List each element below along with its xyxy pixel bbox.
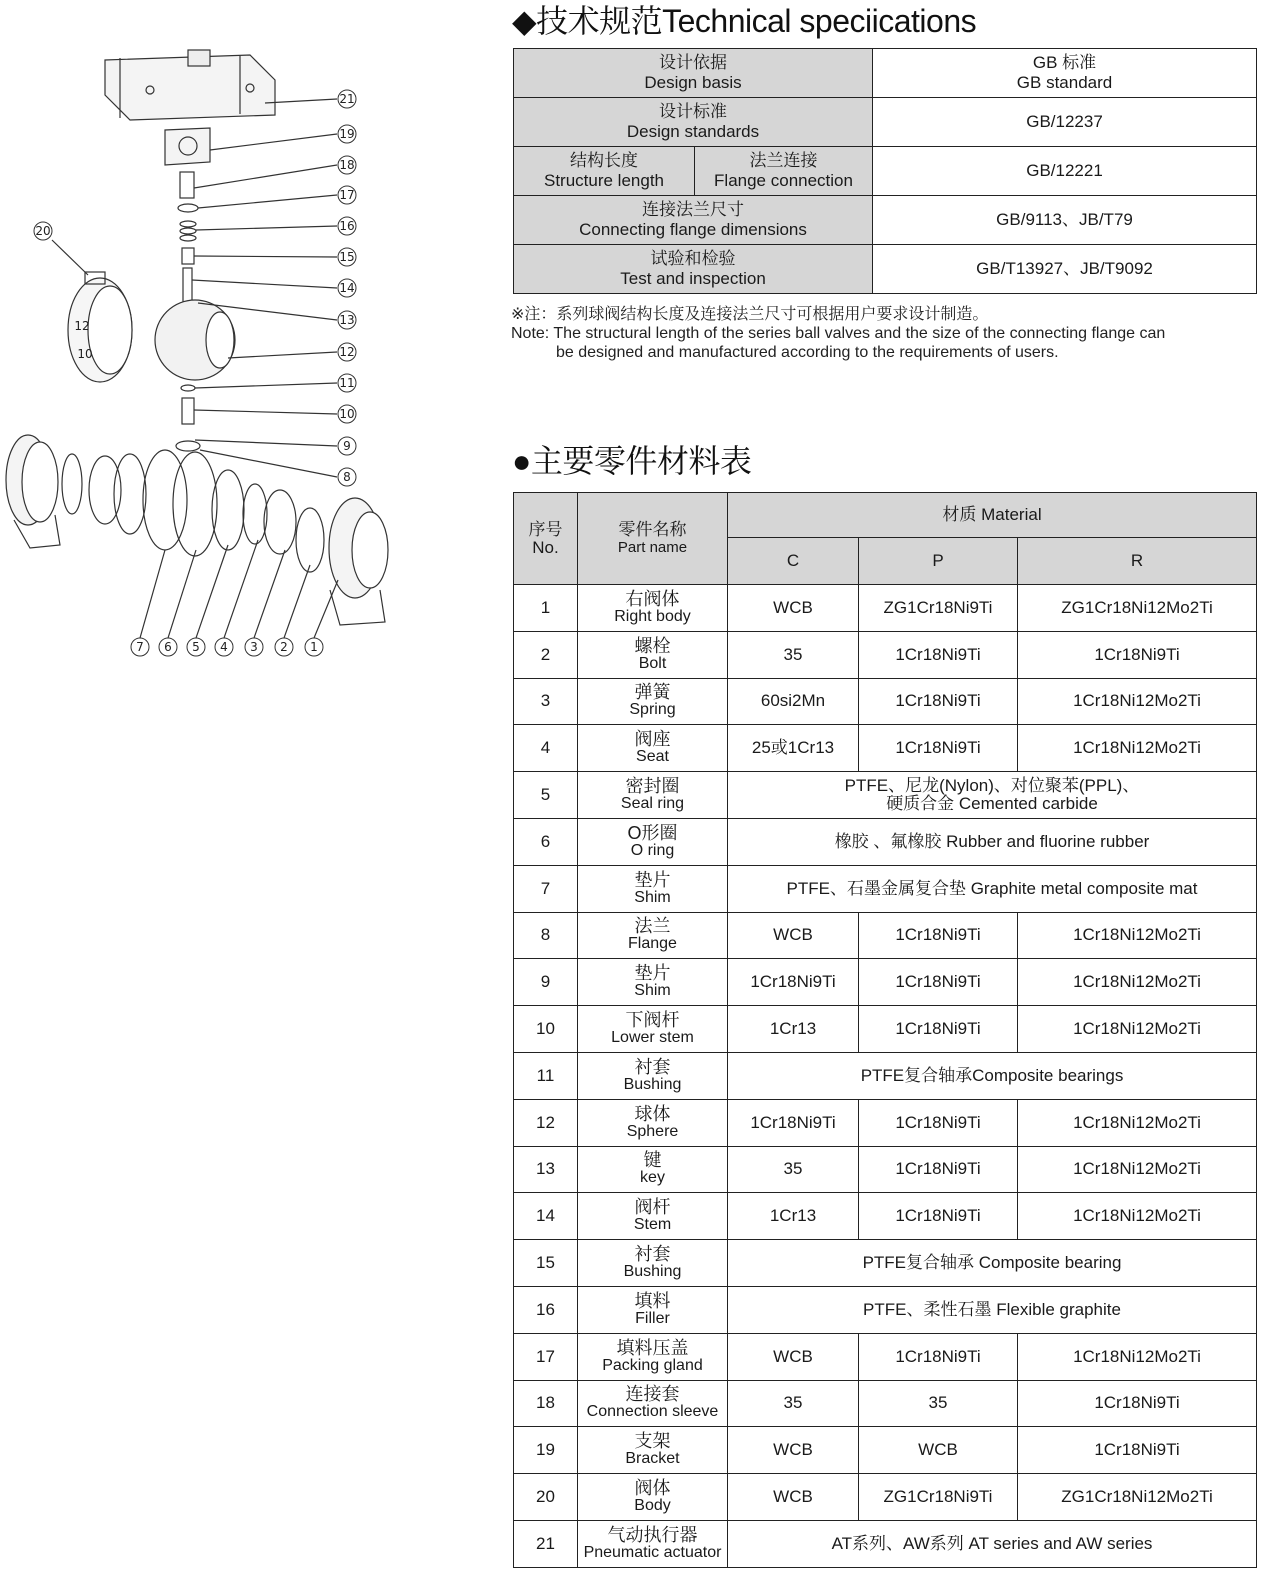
part-name	[578, 1427, 728, 1474]
table-row	[514, 1193, 1257, 1240]
material-r: 1Cr18Ni12Mo2Ti	[1018, 1146, 1257, 1193]
material-p: 1Cr18Ni9Ti	[859, 912, 1018, 959]
callout-5: 5	[192, 640, 200, 654]
material-p: 1Cr18Ni9Ti	[859, 1333, 1018, 1380]
spec-label-en: Connecting flange dimensions	[579, 220, 807, 239]
note-en-line-1: Note: The structural length of the series ball valves and the size of the connecting flange can	[511, 325, 1166, 342]
table-row	[514, 1333, 1257, 1380]
header-no-en: No.	[532, 537, 559, 557]
callout-20: 20	[35, 224, 51, 238]
technical-specifications-title: ◆技术规范Technical speciications	[512, 3, 977, 39]
material-c: WCB	[728, 1427, 859, 1474]
header-name-cn: 零件名称	[618, 519, 687, 539]
material-p: WCB	[859, 1427, 1018, 1474]
spec-label	[514, 196, 873, 245]
part-name-cn: 阀体	[634, 1478, 671, 1499]
part-name	[578, 1240, 728, 1287]
part-name-cn: 气动执行器	[607, 1524, 698, 1545]
part-name-en: Connection sleeve	[586, 1403, 719, 1421]
spec-label-cn: 法兰连接	[749, 151, 818, 170]
part-name	[578, 1193, 728, 1240]
part-name-en: Stem	[633, 1216, 672, 1234]
part-name	[578, 1099, 728, 1146]
callout-2: 2	[280, 640, 288, 654]
spec-value	[873, 49, 1257, 98]
part-no: 12	[514, 1099, 578, 1146]
material-c: 25或1Cr13	[728, 725, 859, 772]
material-r: 1Cr18Ni12Mo2Ti	[1018, 1333, 1257, 1380]
part-no: 8	[514, 912, 578, 959]
parts-materials-table	[513, 492, 1257, 1568]
callout-11: 11	[339, 376, 355, 390]
part-name-cn: 连接套	[625, 1384, 680, 1405]
part-no: 1	[514, 585, 578, 632]
part-name-en: Filler	[635, 1309, 670, 1327]
part-name-cn: 填料压盖	[616, 1337, 689, 1358]
material-all: AT系列、AW系列 AT series and AW series	[728, 1520, 1257, 1567]
material-all	[728, 772, 1257, 819]
part-name	[578, 912, 728, 959]
spec-label-en: Design basis	[644, 73, 742, 92]
callout-19: 19	[339, 127, 355, 141]
header-no-cn: 序号	[528, 519, 563, 539]
part-name-en: O ring	[630, 841, 675, 859]
callout-3: 3	[250, 640, 258, 654]
part-name-cn: 衬套	[634, 1056, 671, 1077]
material-c: 35	[728, 631, 859, 678]
table-row	[514, 1427, 1257, 1474]
part-no: 11	[514, 1052, 578, 1099]
part-name	[578, 959, 728, 1006]
part-name-cn: 螺栓	[634, 635, 671, 656]
callout-14: 14	[339, 281, 355, 295]
part-name-en: Shim	[634, 982, 671, 1000]
part-name-en: Bolt	[638, 654, 667, 672]
material-all: PTFE复合轴承 Composite bearing	[728, 1240, 1257, 1287]
material-r: 1Cr18Ni9Ti	[1018, 1380, 1257, 1427]
material-c: WCB	[728, 1333, 859, 1380]
material-c: 1Cr18Ni9Ti	[728, 959, 859, 1006]
material-line-2: 硬质合金 Cemented carbide	[886, 794, 1098, 814]
header-name-en: Part name	[617, 538, 688, 556]
spec-row	[514, 196, 1257, 245]
part-name	[578, 1520, 728, 1567]
table-row	[514, 1520, 1257, 1567]
spec-label-en: Structure length	[543, 171, 664, 190]
part-name-en: Flange	[628, 935, 677, 953]
spec-label-en: Test and inspection	[620, 269, 766, 288]
spec-label-cn: 连接法兰尺寸	[642, 200, 744, 219]
material-p: ZG1Cr18Ni9Ti	[859, 1474, 1018, 1521]
header-part-name	[578, 493, 728, 585]
note-cn: ※注：系列球阀结构长度及连接法兰尺寸可根据用户要求设计制造。	[511, 306, 989, 323]
table-row	[514, 912, 1257, 959]
material-p: 1Cr18Ni9Ti	[859, 959, 1018, 1006]
material-r: 1Cr18Ni12Mo2Ti	[1018, 912, 1257, 959]
part-name-cn: 支架	[634, 1431, 671, 1452]
header-material: 材质 Material	[728, 493, 1257, 538]
material-r: 1Cr18Ni12Mo2Ti	[1018, 1006, 1257, 1053]
table-row	[514, 772, 1257, 819]
callout-4: 4	[220, 640, 228, 654]
part-name-en: Spring	[629, 701, 676, 719]
callout-13: 13	[339, 313, 355, 327]
part-no: 16	[514, 1286, 578, 1333]
table-row	[514, 585, 1257, 632]
spec-row	[514, 49, 1257, 98]
part-no: 2	[514, 631, 578, 678]
material-c: 60si2Mn	[728, 678, 859, 725]
part-name-cn: 法兰	[634, 916, 671, 937]
part-no: 18	[514, 1380, 578, 1427]
part-name	[578, 1286, 728, 1333]
part-name-cn: 密封圈	[625, 776, 680, 797]
part-name-en: Shim	[634, 888, 671, 906]
inset-label-10: 10	[77, 347, 93, 361]
spec-label	[514, 98, 873, 147]
part-name	[578, 1380, 728, 1427]
material-r: 1Cr18Ni12Mo2Ti	[1018, 1193, 1257, 1240]
part-name-cn: 右阀体	[625, 588, 680, 609]
table-row	[514, 818, 1257, 865]
part-name	[578, 1052, 728, 1099]
part-name	[578, 725, 728, 772]
material-r: 1Cr18Ni9Ti	[1018, 631, 1257, 678]
part-name-cn: 阀座	[634, 729, 671, 750]
material-p: 1Cr18Ni9Ti	[859, 1146, 1018, 1193]
part-name-en: Bushing	[623, 1075, 682, 1093]
material-all: PTFE复合轴承Composite bearings	[728, 1052, 1257, 1099]
material-p: 1Cr18Ni9Ti	[859, 725, 1018, 772]
part-name	[578, 631, 728, 678]
callout-15: 15	[339, 250, 355, 264]
inset-label-12: 12	[74, 319, 90, 333]
callout-12: 12	[339, 345, 355, 359]
material-r: ZG1Cr18Ni12Mo2Ti	[1018, 1474, 1257, 1521]
spec-value: GB/12221	[873, 147, 1257, 196]
material-r: 1Cr18Ni9Ti	[1018, 1427, 1257, 1474]
spec-value-cn: GB 标准	[1032, 53, 1097, 72]
spec-label-en: Design standards	[626, 122, 760, 141]
material-c: WCB	[728, 1474, 859, 1521]
material-r: 1Cr18Ni12Mo2Ti	[1018, 1099, 1257, 1146]
table-row	[514, 725, 1257, 772]
part-no: 19	[514, 1427, 578, 1474]
callout-10: 10	[339, 407, 355, 421]
part-no: 3	[514, 678, 578, 725]
part-name	[578, 818, 728, 865]
material-all: PTFE、柔性石墨 Flexible graphite	[728, 1286, 1257, 1333]
part-no: 6	[514, 818, 578, 865]
part-name	[578, 585, 728, 632]
callout-21: 21	[339, 92, 355, 106]
header-row	[514, 493, 1257, 538]
part-no: 10	[514, 1006, 578, 1053]
spec-label	[514, 49, 873, 98]
part-name-en: Body	[634, 1497, 671, 1515]
part-name-en: Lower stem	[611, 1029, 694, 1047]
technical-specifications-table	[513, 48, 1257, 294]
callout-17: 17	[339, 188, 355, 202]
material-all: PTFE、石墨金属复合垫 Graphite metal composite mat	[728, 865, 1257, 912]
spec-label-cn: 结构长度	[570, 151, 638, 170]
material-p: ZG1Cr18Ni9Ti	[859, 585, 1018, 632]
spec-row	[514, 245, 1257, 294]
part-name-cn: 垫片	[634, 869, 671, 890]
header-c: C	[728, 538, 859, 585]
material-p: 1Cr18Ni9Ti	[859, 631, 1018, 678]
part-no: 4	[514, 725, 578, 772]
spec-label	[514, 245, 873, 294]
part-name-cn: 弹簧	[634, 682, 671, 703]
part-name-en: key	[640, 1169, 665, 1187]
material-c: 1Cr18Ni9Ti	[728, 1099, 859, 1146]
table-row	[514, 678, 1257, 725]
part-name	[578, 1146, 728, 1193]
table-row	[514, 1099, 1257, 1146]
callout-9: 9	[343, 439, 351, 453]
part-no: 5	[514, 772, 578, 819]
part-no: 20	[514, 1474, 578, 1521]
table-row	[514, 1146, 1257, 1193]
note-en-line-2: be designed and manufactured according to the requirements of users.	[556, 344, 1059, 361]
part-no: 21	[514, 1520, 578, 1567]
part-name-en: Seat	[636, 748, 669, 766]
table-row	[514, 1286, 1257, 1333]
header-p: P	[859, 538, 1018, 585]
part-name	[578, 1333, 728, 1380]
part-name	[578, 678, 728, 725]
spec-note	[511, 305, 1261, 362]
part-name-cn: 球体	[634, 1103, 671, 1124]
part-no: 7	[514, 865, 578, 912]
spec-row	[514, 147, 1257, 196]
exploded-valve-diagram	[0, 0, 500, 700]
spec-value: GB/T13927、JB/T9092	[873, 245, 1257, 294]
part-name-en: Bracket	[625, 1450, 680, 1468]
part-no: 9	[514, 959, 578, 1006]
part-name-en: Sphere	[626, 1122, 679, 1140]
part-name-en: Packing gland	[602, 1356, 703, 1374]
spec-label-cn: 设计标准	[659, 102, 727, 121]
material-p: 35	[859, 1380, 1018, 1427]
table-row	[514, 1052, 1257, 1099]
spec-value: GB/9113、JB/T79	[873, 196, 1257, 245]
table-row	[514, 865, 1257, 912]
material-c: 1Cr13	[728, 1006, 859, 1053]
part-name-en: Pneumatic actuator	[583, 1543, 722, 1561]
material-p: 1Cr18Ni9Ti	[859, 1006, 1018, 1053]
part-no: 14	[514, 1193, 578, 1240]
table-row	[514, 959, 1257, 1006]
material-p: 1Cr18Ni9Ti	[859, 1193, 1018, 1240]
material-c: 35	[728, 1146, 859, 1193]
material-p: 1Cr18Ni9Ti	[859, 678, 1018, 725]
table-row	[514, 1006, 1257, 1053]
part-no: 17	[514, 1333, 578, 1380]
material-all: 橡胶 、氟橡胶 Rubber and fluorine rubber	[728, 818, 1257, 865]
part-name-cn: 下阀杆	[625, 1010, 680, 1031]
spec-label	[514, 147, 695, 196]
spec-label	[695, 147, 873, 196]
part-name	[578, 1474, 728, 1521]
material-r: 1Cr18Ni12Mo2Ti	[1018, 725, 1257, 772]
material-r: ZG1Cr18Ni12Mo2Ti	[1018, 585, 1257, 632]
material-r: 1Cr18Ni12Mo2Ti	[1018, 959, 1257, 1006]
material-r: 1Cr18Ni12Mo2Ti	[1018, 678, 1257, 725]
callout-6: 6	[164, 640, 172, 654]
table-row	[514, 631, 1257, 678]
part-no: 13	[514, 1146, 578, 1193]
part-name-cn: 阀杆	[634, 1197, 671, 1218]
material-c: 35	[728, 1380, 859, 1427]
part-name	[578, 772, 728, 819]
part-name-cn: 垫片	[634, 963, 671, 984]
callout-8: 8	[343, 470, 351, 484]
material-p: 1Cr18Ni9Ti	[859, 1099, 1018, 1146]
material-c: WCB	[728, 912, 859, 959]
callout-18: 18	[339, 158, 355, 172]
part-name-en: Right body	[614, 607, 691, 625]
part-no: 15	[514, 1240, 578, 1287]
material-c: WCB	[728, 585, 859, 632]
spec-label-cn: 试验和检验	[650, 249, 736, 268]
material-line-1: PTFE、尼龙(Nylon)、对位聚苯(PPL)、	[844, 776, 1140, 796]
part-name-en: Bushing	[623, 1263, 682, 1281]
header-no	[514, 493, 578, 585]
part-name-cn: 衬套	[634, 1244, 671, 1265]
spec-label-cn: 设计依据	[659, 53, 727, 72]
callout-7: 7	[136, 640, 144, 654]
part-name-cn: O形圈	[627, 822, 678, 843]
spec-value-en: GB standard	[1016, 73, 1113, 92]
callout-16: 16	[339, 219, 355, 233]
table-row	[514, 1240, 1257, 1287]
spec-label-en: Flange connection	[714, 171, 853, 190]
spec-value: GB/12237	[873, 98, 1257, 147]
parts-materials-title: ●主要零件材料表	[512, 443, 752, 479]
part-name-cn: 填料	[634, 1290, 671, 1311]
header-r: R	[1018, 538, 1257, 585]
spec-row	[514, 98, 1257, 147]
table-row	[514, 1380, 1257, 1427]
part-name-cn: 键	[643, 1150, 662, 1171]
part-name	[578, 865, 728, 912]
table-row	[514, 1474, 1257, 1521]
callout-1: 1	[310, 640, 318, 654]
material-c: 1Cr13	[728, 1193, 859, 1240]
part-name-en: Seal ring	[620, 795, 685, 813]
part-name	[578, 1006, 728, 1053]
